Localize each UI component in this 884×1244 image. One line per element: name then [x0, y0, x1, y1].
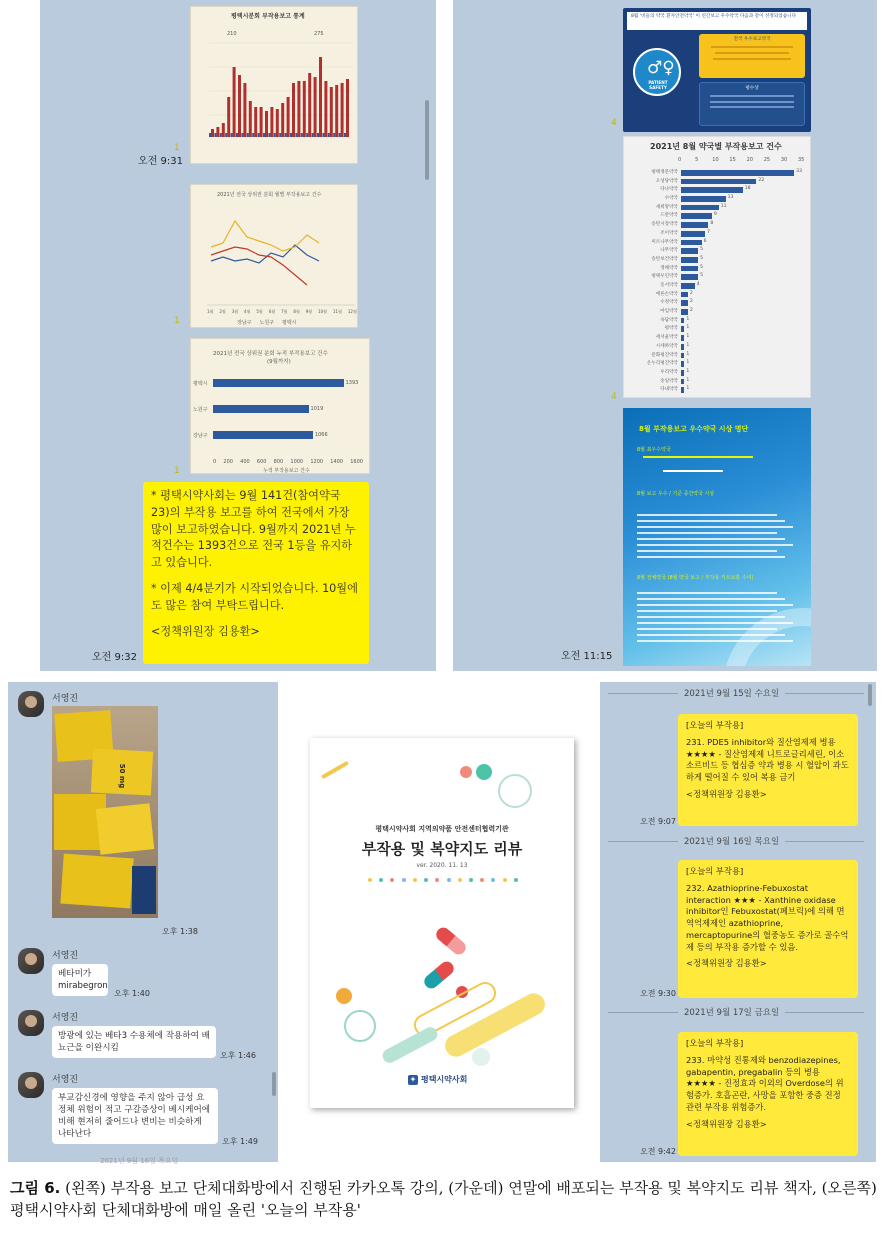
chart-bar	[681, 326, 684, 332]
chart-bar	[231, 133, 233, 137]
bar-value: 18	[744, 186, 751, 192]
chart-bar	[681, 231, 705, 237]
bar-value: 5	[700, 273, 704, 279]
chart-bar	[681, 196, 726, 202]
avatar[interactable]	[18, 691, 44, 717]
bar-label: 정해약국	[660, 265, 678, 271]
chart-bar	[216, 127, 219, 137]
series-pyeongtaek	[211, 221, 319, 251]
bar-value: 1393	[345, 380, 359, 386]
bar-value: 5	[700, 247, 704, 253]
bar-value: 2	[689, 308, 693, 314]
line-chart-card[interactable]	[190, 184, 358, 328]
chart-bar	[213, 405, 309, 413]
message-bubble[interactable]	[678, 714, 858, 826]
chart-bar	[236, 133, 238, 137]
chart-bar	[276, 109, 279, 137]
award-text-line	[637, 598, 785, 600]
chart-title: 평택시분회 부작용보고 통계	[231, 13, 305, 20]
message-bubble[interactable]: 베타미가 mirabegron	[52, 964, 108, 996]
award-text-line	[637, 556, 785, 558]
x-tick-label: 0	[213, 459, 217, 465]
chart-bar	[295, 133, 297, 137]
read-count: 1	[174, 466, 180, 476]
bar-value: 22	[758, 177, 765, 183]
chart-bar	[241, 133, 243, 137]
read-count: 4	[611, 118, 617, 128]
chart-bar	[249, 101, 252, 137]
avatar[interactable]	[18, 1010, 44, 1036]
chart-bar	[681, 353, 684, 359]
chart-bar	[339, 133, 341, 137]
line-chart	[191, 185, 359, 329]
chart-title: 2021년 전국 상위권 분회 월별 부작용보고 건수	[217, 192, 322, 198]
chart-bar	[344, 133, 346, 137]
message-body: 233. 마약성 진통제와 benzodiazepines, gabapentin, pregabalin 등의 병용 ★★★★ - 진정효과 이외의 Overdose의 위험증가. 호흡곤란, 사망을 포함한 중증 진정 관련 부작용 위험증가.	[686, 1054, 844, 1112]
award-title: 8월 부작용보고 우수약국 시상 명단	[639, 425, 749, 433]
chart-bar	[265, 111, 268, 137]
sender-name: 서영진	[52, 1075, 79, 1085]
x-tick-label: 5월	[256, 309, 263, 314]
message-bubble[interactable]: 방광에 있는 베타3 수용체에 작용하여 배뇨근을 이완시킴	[52, 1026, 216, 1058]
message-paragraph: * 평택시약사회는 9월 141건(참여약국 23)의 부작용 보고를 하여 전국에서 가장 많이 보고하였습니다. 9월까지 2021년 누적건수는 1393건으로 전국 1등을 유지하고 있습니다.	[151, 489, 356, 570]
x-tick-label: 200	[223, 459, 233, 465]
x-tick-label: 8월	[293, 309, 300, 314]
chat-panel-awards	[453, 0, 877, 671]
timestamp: 오전 11:15	[561, 651, 613, 662]
timestamp: 오전 9:32	[92, 652, 137, 663]
x-tick-label: 35	[798, 157, 805, 163]
winners-box: 전국 우수보고약국	[699, 34, 805, 78]
bar-value: 1	[686, 342, 690, 348]
bar-label: 에른손약국	[655, 291, 678, 297]
chart-bar	[681, 240, 702, 246]
chart-bar	[243, 83, 246, 137]
timestamp: 오후 1:40	[114, 989, 150, 998]
message-bubble[interactable]: 부교감신경에 영향을 주지 않아 급성 요정체 위험이 적고 구갈증상이 베시케어에 비해 현저히 줄어드나 변비는 비슷하게 나타난다	[52, 1088, 218, 1144]
bar-value: 1	[686, 334, 690, 340]
message-header: [오늘의 부작용]	[686, 1038, 744, 1048]
chat-panel-daily-side-effects	[600, 682, 876, 1162]
book-logo: ✦ 평택시약사회	[409, 1074, 468, 1084]
chart-bar	[681, 266, 698, 272]
chart-title: 2021년 8월 약국별 부작용보고 건수	[650, 142, 782, 151]
bar-value: 33	[796, 169, 802, 174]
capsule-icon	[433, 925, 468, 958]
x-tick-label: 20	[746, 157, 753, 163]
chart-bar	[341, 83, 344, 137]
chart-bar	[346, 79, 349, 137]
chart-bar	[220, 133, 222, 137]
award-text-line	[637, 532, 777, 534]
review-book-cover[interactable]	[310, 738, 574, 1108]
award-text-line	[637, 550, 777, 552]
message-body: 232. Azathioprine-Febuxostat interaction ★★★ - Xanthine oxidase inhibitor인 Febuxostat(페브릭)에 의해 면역억제제인 azathioprine, mercaptopurine의 혈중농도 증가로 골수억제 등의 부작용 증가할 수 있음.	[686, 882, 849, 952]
bar-value: 2	[689, 299, 693, 305]
x-axis-label: 누적 부작용보고 건수	[263, 468, 310, 474]
bar-label: 송탄보건약국	[651, 256, 678, 262]
award-section-3: 8월 전체약국 (8월 약국 보고 / 부작용 키트보충 수여)	[637, 575, 754, 581]
message-bubble[interactable]	[678, 1032, 858, 1156]
message-signature: <정책위원장 김용환>	[686, 788, 767, 799]
chart-bar	[681, 335, 684, 341]
chart-bar	[214, 133, 216, 137]
chart-bar	[681, 170, 794, 176]
chart-bar	[213, 379, 344, 387]
bar-chart-card[interactable]	[190, 6, 358, 164]
x-tick-label: 9월	[305, 309, 313, 314]
bar-value: 13	[727, 195, 734, 201]
chart-bar	[252, 133, 254, 137]
chart-bar	[681, 387, 684, 393]
decorative-dot	[469, 878, 473, 882]
scrollbar[interactable]	[425, 100, 429, 180]
bar-label: 평약국	[664, 326, 678, 332]
bar-label: 송탄시장약국	[651, 222, 678, 228]
figure-caption	[10, 1178, 880, 1222]
bar-label: 다나약국	[660, 187, 678, 193]
x-tick-label: 1600	[350, 459, 363, 465]
timestamp: 오전 9:07	[640, 817, 676, 826]
chart-bar	[211, 129, 214, 137]
bar-label: 세서울약국	[655, 335, 678, 341]
bar-label: 나무약국	[660, 248, 678, 254]
chart-bar	[213, 431, 313, 439]
x-tick-label: 600	[256, 459, 267, 465]
chart-bar	[324, 81, 327, 137]
bar-value: 5	[700, 255, 704, 261]
chart-bar	[314, 77, 317, 137]
chart-bar	[308, 73, 311, 137]
x-tick-label: 7월	[281, 309, 288, 314]
chart-bar	[330, 87, 333, 137]
chart-bar	[681, 344, 684, 350]
x-tick-label: 1200	[310, 459, 324, 465]
sender-name: 서영진	[52, 1013, 79, 1023]
read-count: 4	[611, 392, 617, 402]
bar-label: 우리약국	[660, 369, 678, 375]
book-date: ver. 2020. 11. 13	[416, 862, 468, 869]
chart-bar	[227, 97, 230, 137]
pharmacy-logo-icon: ✦	[409, 1074, 417, 1084]
book-org: 평택시약사회 지역의약품 안전센터협력기관	[375, 824, 509, 833]
bar-label: 강남구	[193, 433, 208, 439]
message-bubble[interactable]	[143, 482, 369, 664]
chart-bar	[233, 67, 236, 137]
chart-bar	[274, 133, 276, 137]
award-section-1: 8월 최우수약국	[637, 447, 671, 453]
message-signature: <정책위원장 김용환>	[686, 958, 767, 969]
chat-panel-charts	[40, 0, 436, 671]
chart-bar	[681, 370, 684, 376]
bar-label: 마임약국	[660, 309, 678, 315]
patient-safety-logo: ♂♀ PATIENT SAFETY	[633, 48, 681, 96]
chart-bar	[290, 133, 292, 137]
chart-bar	[681, 213, 712, 219]
chart-bar	[681, 274, 698, 280]
awards-box: 평수상	[699, 82, 805, 126]
horizontal-bar-chart-card[interactable]	[190, 338, 370, 474]
award-text-line	[637, 544, 793, 546]
chart-bar	[312, 133, 314, 137]
bar-value: 5	[700, 264, 704, 270]
message-bubble[interactable]	[678, 860, 858, 998]
date-divider: 2021년 9월 16일 목요일	[678, 835, 785, 847]
bar-value: 1066	[314, 432, 328, 438]
chart-bar	[681, 379, 684, 385]
decorative-dot	[402, 878, 406, 882]
series-nowon	[211, 247, 307, 285]
date-divider: 2021년 9월 15일 수요일	[678, 687, 785, 699]
chart-bar	[281, 103, 284, 137]
bar-value: 6	[703, 238, 707, 244]
read-count: 1	[174, 143, 180, 153]
x-tick-label: 11월	[332, 309, 342, 314]
chart-bar	[681, 318, 684, 324]
decorative-dot	[390, 878, 394, 882]
award-text-line	[637, 520, 785, 522]
avatar[interactable]	[18, 1072, 44, 1098]
date-divider: 2021년 9월 17일 금요일	[678, 1006, 785, 1018]
award-text-line	[637, 610, 777, 612]
decorative-dot	[514, 878, 518, 882]
award-text-line	[637, 526, 793, 528]
chart-bar	[681, 205, 719, 211]
chart-bar	[268, 133, 270, 137]
bar-label: 시세하약국	[655, 343, 678, 349]
bar-value: 1	[686, 316, 690, 322]
chart-bar	[681, 309, 688, 315]
bar-chart	[191, 7, 359, 165]
message-paragraph: * 이제 4/4분기가 시작되었습니다. 10월에도 많은 참여 부탁드립니다.	[151, 581, 358, 612]
x-tick-label: 4월	[244, 309, 251, 314]
bar-label: 오성당약국	[655, 178, 678, 184]
chart-bar	[681, 292, 688, 298]
x-tick-label: 25	[763, 157, 771, 163]
decorative-dot	[379, 878, 383, 882]
book-title: 부작용 및 복약지도 리뷰	[361, 840, 523, 858]
chat-panel-lecture	[8, 682, 278, 1165]
bar-label: 노원구	[193, 407, 208, 413]
chart-bar	[681, 283, 695, 289]
bar-label: 속담약국	[660, 317, 678, 323]
award-section-2: 8월 보고 우수 / 기준 중간약국 시상	[637, 491, 715, 497]
x-tick-label: 0	[678, 157, 682, 163]
x-tick-label: 5	[695, 157, 699, 163]
award-list-image[interactable]	[623, 408, 811, 666]
chart-bar	[328, 133, 330, 137]
bar-label: 조이약국	[660, 230, 678, 236]
bar-value: 7	[707, 229, 710, 235]
chart-bar	[238, 75, 241, 137]
message-header: [오늘의 부작용]	[686, 720, 744, 730]
bar-label: 미르나무약국	[651, 239, 678, 245]
bar-value: 11	[720, 203, 727, 209]
chart-bar	[681, 222, 708, 228]
chart-bar	[263, 133, 265, 137]
bar-value: 1019	[310, 406, 324, 412]
legend-gangnam: 장남구	[237, 320, 252, 326]
chart-bar	[681, 179, 756, 185]
scrollbar[interactable]	[272, 1072, 276, 1096]
timestamp: 오전 9:30	[640, 989, 676, 998]
chart-bar	[222, 123, 225, 137]
x-tick-label: 3월	[231, 309, 239, 314]
date-divider: 2021년 9월 16일 목요일	[100, 1157, 179, 1165]
bar-label: 다내약국	[660, 387, 678, 393]
bar-label: 드란약국	[660, 213, 678, 219]
bar-value: 1	[686, 360, 690, 366]
legend-nowon: 노원구	[259, 320, 274, 326]
chart-bar	[209, 133, 211, 137]
chart-bar	[681, 257, 698, 263]
chart-bar	[303, 81, 306, 137]
chart-bar	[319, 57, 322, 137]
x-tick-label: 10	[712, 157, 719, 163]
chart-bar	[254, 107, 257, 137]
x-tick-label: 1400	[330, 459, 343, 465]
award-text-line	[637, 514, 777, 516]
chart-bar	[681, 300, 688, 306]
chart-bar	[260, 107, 263, 137]
decorative-dot	[424, 878, 428, 882]
timestamp: 오후 1:38	[162, 927, 198, 936]
bar-value: 9	[713, 212, 717, 218]
caption-label: 그림 6.	[10, 1179, 61, 1197]
bar-value: 4	[696, 282, 700, 287]
x-tick-label: 400	[240, 459, 250, 465]
award-text-line	[637, 538, 785, 540]
x-tick-label: 10월	[318, 309, 328, 314]
photo-label: 50 mg	[118, 763, 127, 789]
chart-bar	[335, 85, 338, 137]
x-tick-label: 800	[273, 459, 284, 465]
chart-bar	[225, 133, 227, 137]
decorative-dot	[368, 878, 372, 882]
decorative-dot	[435, 878, 439, 882]
chart-title: 2021년 전국 상위권 분회 누적 부작용보고 건수	[213, 351, 328, 357]
chart-bar	[270, 107, 273, 137]
chart-bar	[297, 81, 300, 137]
bar-value: 1	[686, 325, 690, 331]
scrollbar[interactable]	[868, 684, 872, 706]
bar-value: 1	[686, 377, 690, 383]
x-tick-label: 1000	[290, 459, 304, 465]
bar-label: 평택시	[193, 381, 208, 387]
decorative-dot	[491, 878, 495, 882]
bar-label: 온누리평진약국	[646, 361, 678, 367]
banner-title: 8월 '비들의 약국 환자안전약국' 이 연간보고 우수약국 다음과 같이 선정되었습니다	[627, 12, 807, 30]
chart-bar	[681, 248, 698, 254]
dot-row	[368, 878, 518, 882]
caption-text: (왼쪽) 부작용 보고 단체대화방에서 진행된 카카오톡 강의, (가운데) 연말에 배포되는 부작용 및 복약지도 리뷰 책자, (오른쪽) 평택시약사회 단체대화방에 매일 올린 '오늘의 부작용'	[10, 1179, 877, 1219]
timestamp: 오후 1:46	[220, 1051, 256, 1060]
read-count: 1	[174, 316, 180, 326]
chart-bar	[279, 133, 281, 137]
bar-label: 수정약국	[660, 300, 678, 306]
chart-bar	[306, 133, 308, 137]
photo-message[interactable]	[52, 706, 158, 918]
x-tick-label: 2월	[219, 309, 226, 314]
timestamp: 오전 9:42	[640, 1147, 676, 1156]
bar-label: 수약국	[664, 196, 678, 202]
bar-label: 평택정문약국	[651, 170, 678, 175]
bar-label: 송일약국	[660, 378, 678, 384]
x-tick-label: 15	[729, 157, 736, 163]
bar-value: 1	[686, 351, 690, 357]
chart-value-label: 275	[314, 31, 324, 37]
decorative-dot	[413, 878, 417, 882]
decorative-dot	[447, 878, 451, 882]
chart-value-label: 210	[227, 31, 237, 37]
capsule-icon	[421, 959, 456, 992]
chart-subtitle: (9월까지)	[267, 359, 291, 365]
pharmacy-chart-card[interactable]	[623, 136, 811, 398]
x-tick-label: 1월	[207, 309, 214, 314]
chart-bar	[317, 133, 319, 137]
message-signature: <정책위원장 김용환>	[686, 1118, 767, 1129]
bar-label: 새희망약국	[655, 204, 678, 210]
decorative-dot	[503, 878, 507, 882]
series-gangnam	[211, 245, 319, 263]
bar-value: 8	[710, 221, 714, 227]
chart-bar	[287, 97, 290, 137]
decorative-dot	[480, 878, 484, 882]
chart-bar	[681, 361, 684, 367]
chart-bar	[681, 187, 743, 193]
chart-bar	[301, 133, 303, 137]
award-text-line	[637, 604, 793, 606]
message-signature: <정책위원장 김용환>	[151, 624, 260, 638]
message-body: 231. PDE5 inhibitor와 질산염제제 병용 ★★★★ - 질산염제제 니트로글리세린, 이소소르비드 등 협심증 약과 병용 시 혈압이 과도하게 떨어질 수 있어 복용 금기	[686, 736, 849, 783]
chart-bar	[333, 133, 335, 137]
safety-banner[interactable]	[623, 8, 811, 132]
bar-label: 동서약국	[660, 283, 678, 288]
bar-label: 평택우린약국	[651, 274, 678, 280]
message-header: [오늘의 부작용]	[686, 866, 744, 876]
bar-label: 문화평진약국	[651, 352, 678, 358]
bar-value: 1	[686, 368, 690, 374]
sender-name: 서영진	[52, 951, 79, 961]
legend-pyeongtaek: 평택시	[282, 320, 297, 326]
sender-name: 서영진	[52, 694, 79, 704]
chart-bar	[322, 133, 324, 137]
x-tick-label: 12월	[347, 309, 357, 314]
x-tick-label: 6월	[268, 309, 276, 314]
award-text-line	[637, 592, 777, 594]
chart-bar	[285, 133, 287, 137]
bar-value: 1	[686, 386, 690, 392]
decorative-dot	[458, 878, 462, 882]
avatar[interactable]	[18, 948, 44, 974]
chart-bar	[258, 133, 260, 137]
x-tick-label: 30	[780, 157, 788, 163]
chart-bar	[292, 83, 295, 137]
timestamp: 오전 9:31	[138, 156, 183, 167]
chart-bar	[247, 133, 249, 137]
timestamp: 오후 1:49	[222, 1137, 258, 1146]
bar-value: 2	[689, 290, 693, 296]
